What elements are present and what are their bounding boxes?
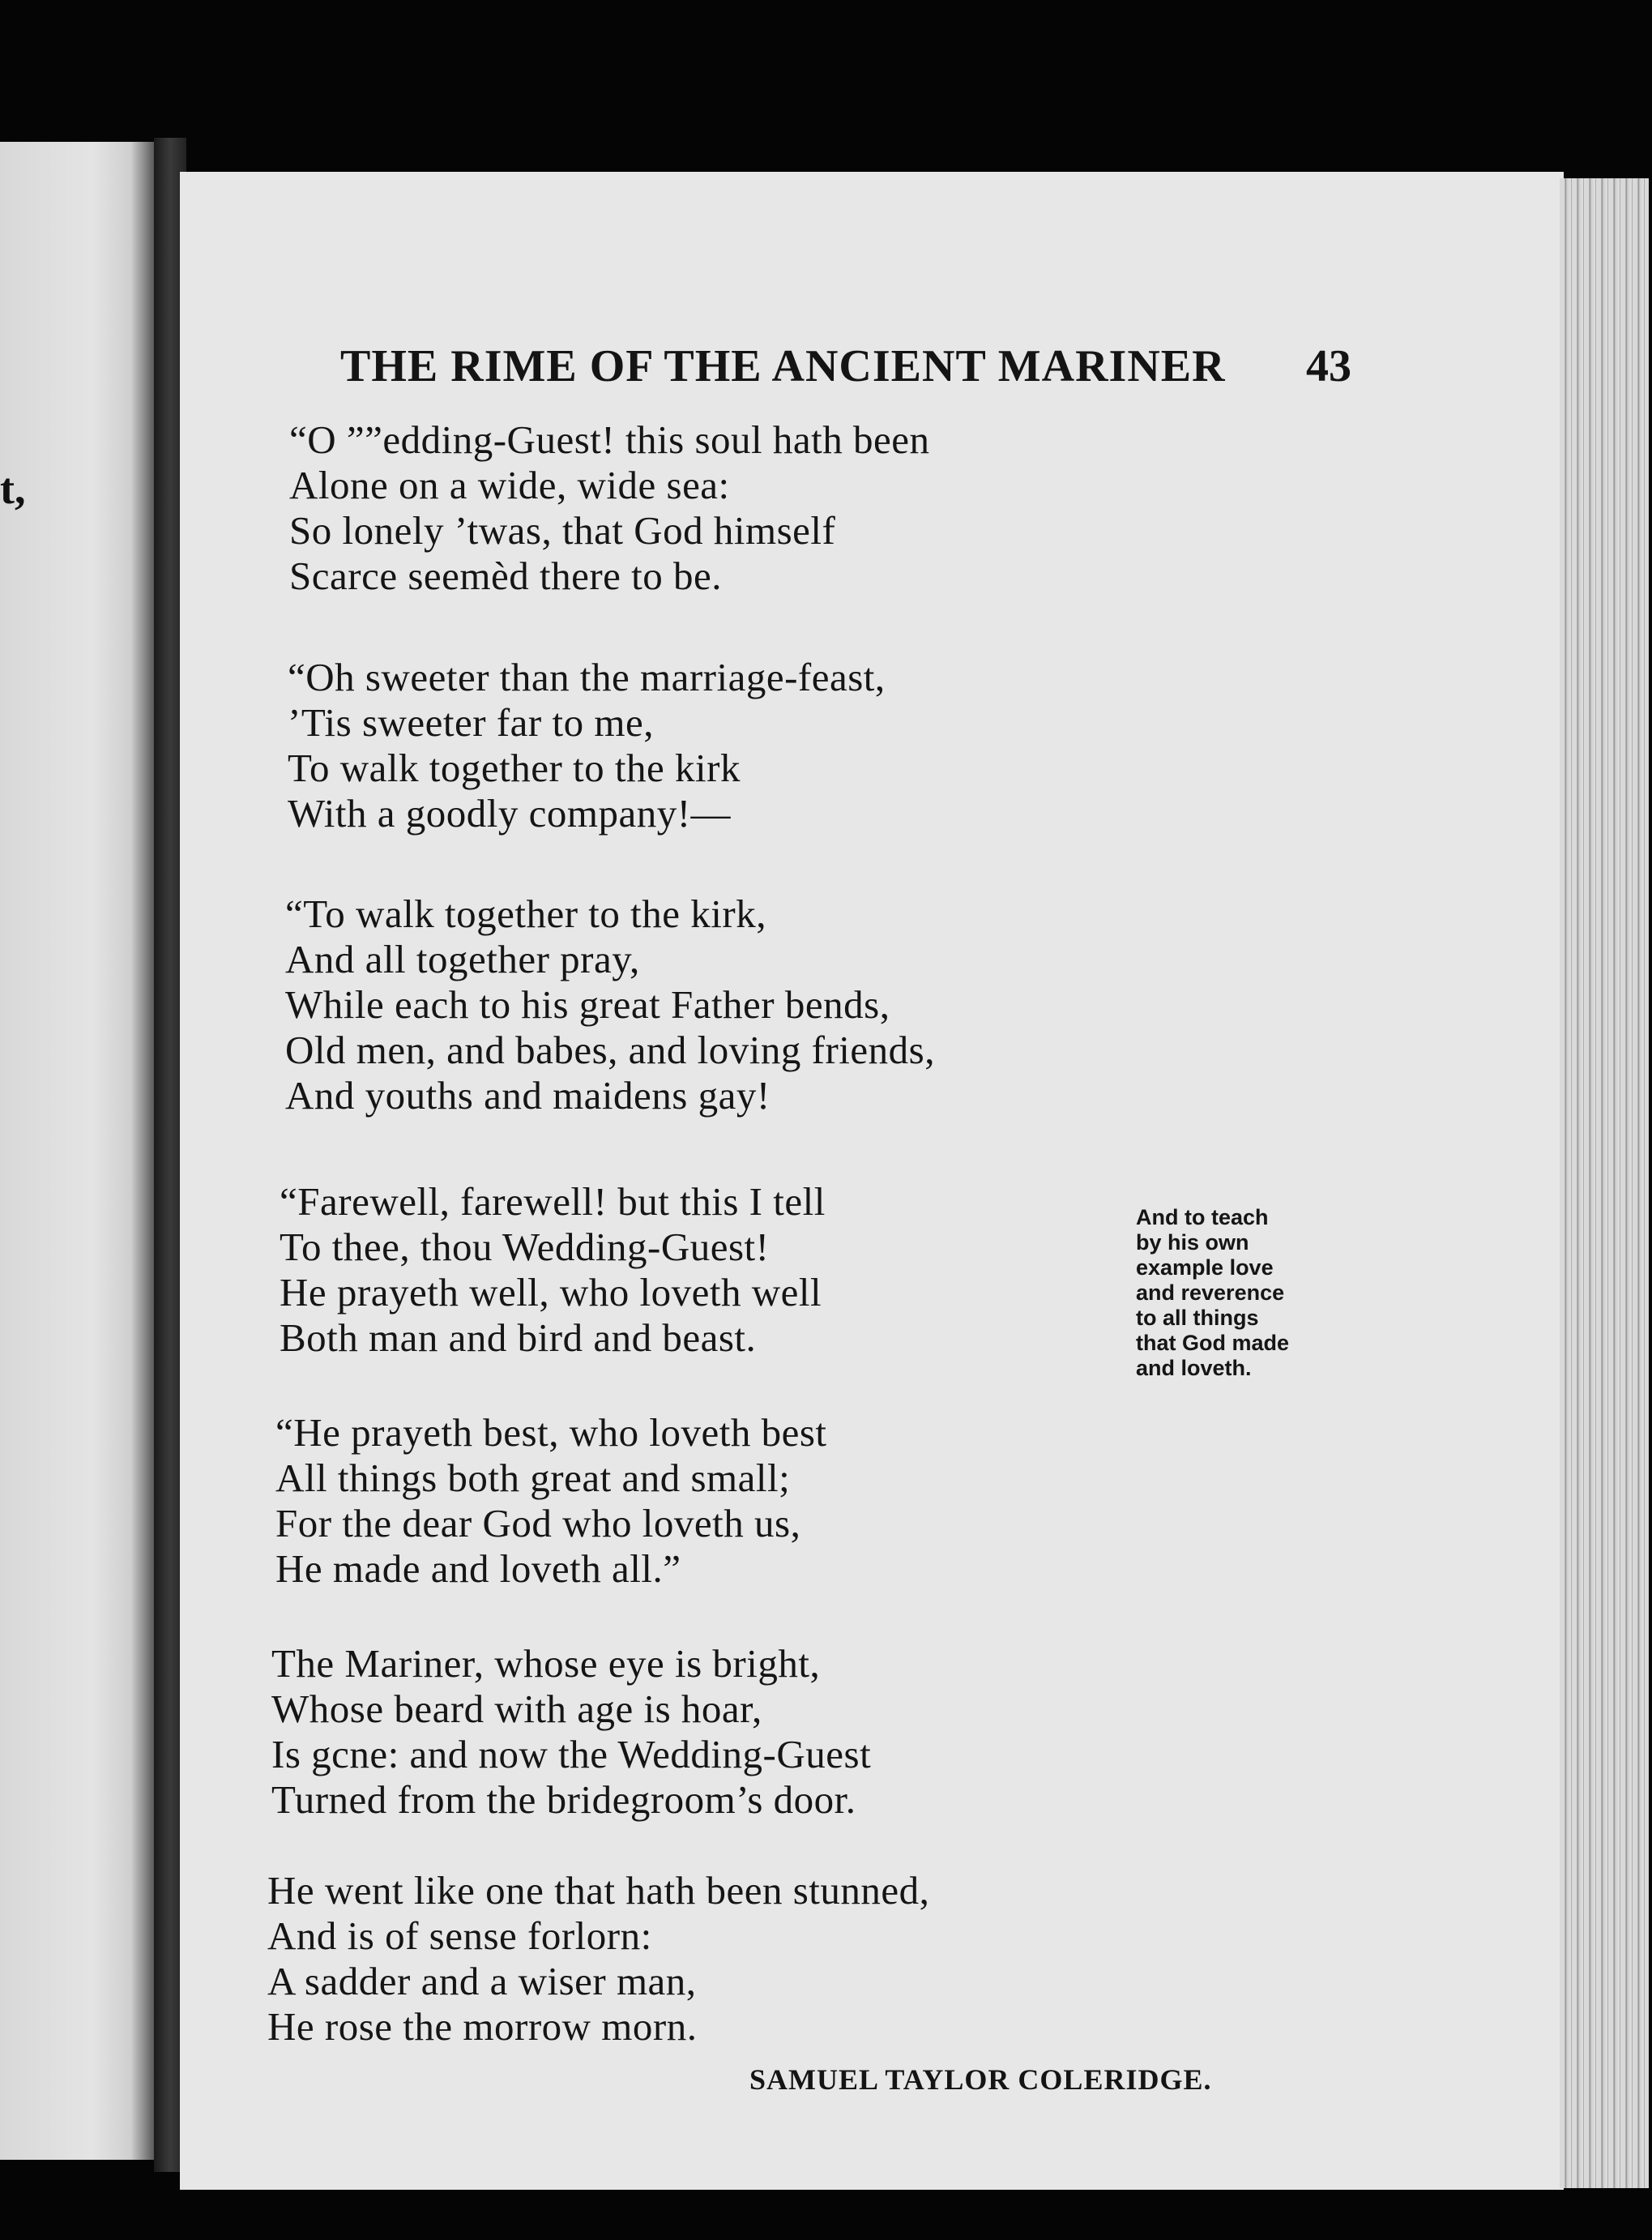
stanza-6	[271, 1641, 871, 1823]
verse-line: Both man and bird and beast.	[280, 1315, 757, 1360]
verse-line: A sadder and a wiser man,	[267, 1959, 697, 2003]
verse-line: For the dear God who loveth us,	[275, 1501, 801, 1545]
verse-line: Alone on a wide, wide sea:	[289, 463, 730, 507]
verse-line: Whose beard with age is hoar,	[271, 1686, 762, 1731]
stanza-4	[280, 1179, 826, 1361]
verse-line: With a goodly company!—	[288, 791, 732, 836]
verse-line: Old men, and babes, and loving friends,	[285, 1028, 935, 1072]
gloss-line: and reverence	[1136, 1280, 1285, 1305]
stanza-3	[285, 891, 935, 1118]
left-page-text-fragment: t,	[0, 464, 26, 513]
gloss-line: And to teach	[1136, 1205, 1269, 1229]
author-attribution: SAMUEL TAYLOR COLERIDGE.	[749, 2063, 1212, 2096]
verse-line: While each to his great Father bends,	[285, 982, 890, 1027]
verse-line: Scarce seemèd there to be.	[289, 554, 723, 598]
verse-line: All things both great and small;	[275, 1456, 791, 1500]
verse-line: To thee, thou Wedding-Guest!	[280, 1225, 770, 1269]
verse-line: “O ””edding-Guest! this soul hath been	[289, 417, 930, 462]
verse-line: “Farewell, farewell! but this I tell	[280, 1179, 826, 1224]
page-number: 43	[1306, 341, 1351, 391]
verse-line: “He prayeth best, who loveth best	[275, 1410, 827, 1455]
running-head: THE RIME OF THE ANCIENT MARINER	[340, 341, 1226, 391]
stanza-2	[288, 655, 886, 836]
verse-line: And all together pray,	[285, 937, 640, 981]
verse-line: He went like one that hath been stunned,	[267, 1868, 930, 1913]
marginal-gloss	[1136, 1205, 1289, 1381]
verse-line: So lonely ’twas, that God himself	[289, 508, 836, 553]
verse-line: And youths and maidens gay!	[285, 1073, 771, 1118]
gloss-line: and loveth.	[1136, 1356, 1252, 1380]
verse-line: And is of sense forlorn:	[267, 1913, 652, 1958]
stanza-7	[267, 1868, 929, 2050]
verse-line: He prayeth well, who loveth well	[280, 1270, 822, 1315]
verse-line: ’Tis sweeter far to me,	[288, 700, 654, 745]
gloss-line: that God made	[1136, 1331, 1290, 1355]
verse-line: Is gcne: and now the Wedding-Guest	[271, 1732, 872, 1776]
gloss-line: to all things	[1136, 1306, 1259, 1330]
gloss-line: by his own	[1136, 1230, 1249, 1255]
left-facing-page	[0, 142, 154, 2160]
verse-line: He rose the morrow morn.	[267, 2004, 698, 2049]
stanza-5	[275, 1410, 827, 1592]
verse-line: “To walk together to the kirk,	[285, 891, 766, 936]
gloss-line: example love	[1136, 1255, 1274, 1280]
verse-line: “Oh sweeter than the marriage-feast,	[288, 655, 886, 699]
stanza-1	[289, 417, 930, 599]
verse-line: He made and loveth all.”	[275, 1546, 681, 1591]
verse-line: To walk together to the kirk	[288, 746, 741, 790]
verse-line: Turned from the bridegroom’s door.	[271, 1777, 856, 1822]
verse-line: The Mariner, whose eye is bright,	[271, 1641, 821, 1686]
page-edges	[1560, 178, 1649, 2188]
